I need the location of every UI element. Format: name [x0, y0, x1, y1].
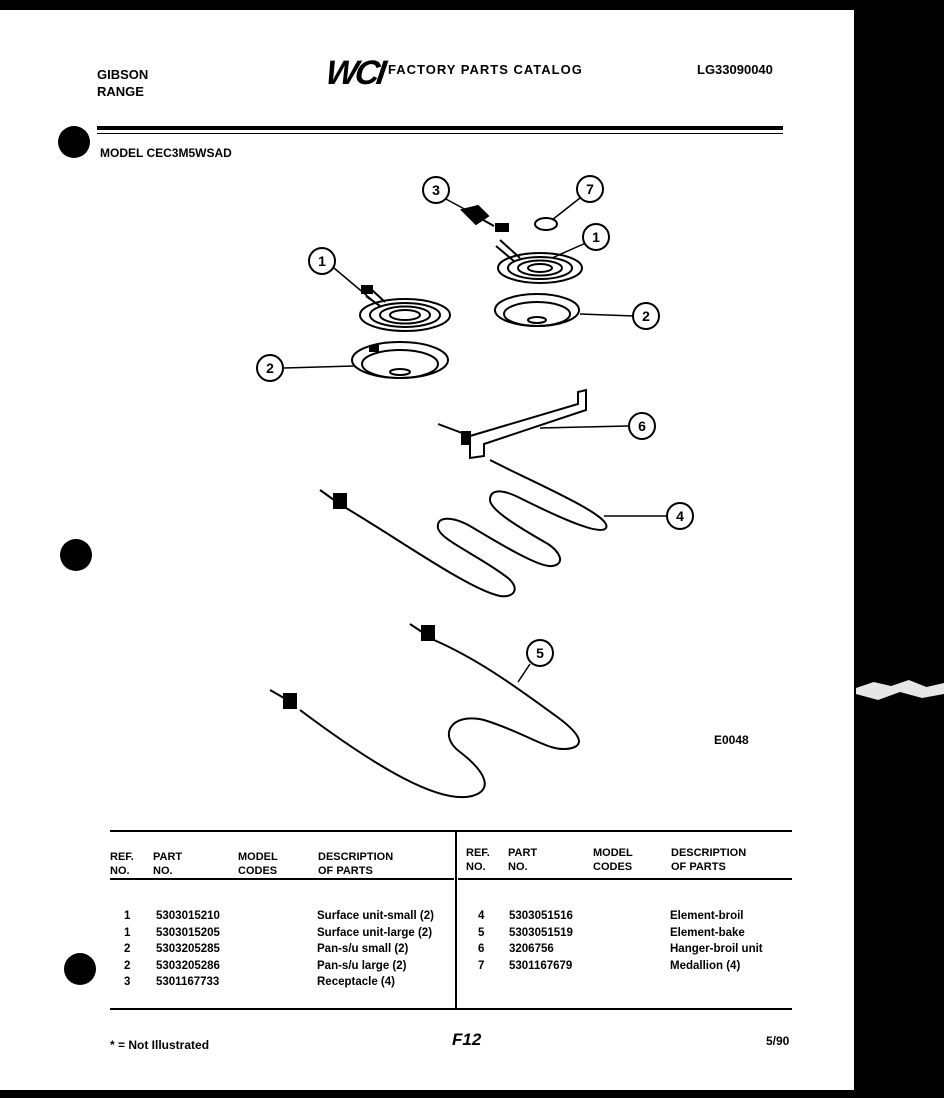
right-desc-column: [670, 908, 763, 974]
part-number: 5303015210: [156, 910, 220, 922]
callout-7: [577, 176, 603, 202]
surface-unit-small-drawing: [360, 286, 450, 331]
surface-unit-large-drawing: [496, 240, 582, 283]
brand-name: GIBSON: [97, 67, 149, 82]
svg-text:4: 4: [676, 508, 684, 524]
catalog-title: FACTORY PARTS CATALOG: [388, 62, 583, 77]
part-number: 5303205286: [156, 959, 220, 972]
table-row: 3: [124, 976, 131, 988]
part-number: 3206756: [509, 943, 554, 955]
part-description: Pan-s/u large (2): [317, 959, 407, 972]
svg-text:2: 2: [266, 360, 274, 376]
col-ref-left: REF. NO.: [110, 851, 134, 877]
callout-3: [423, 177, 449, 203]
callout-1-right: [583, 224, 609, 250]
right-ref-column: [478, 908, 484, 974]
svg-text:2: 2: [642, 308, 650, 324]
part-number: 5303051516: [509, 910, 573, 922]
receptacle-drawing: [462, 206, 508, 231]
svg-text:7: 7: [586, 181, 594, 197]
svg-text:6: 6: [638, 418, 646, 434]
callout-1-left: [309, 248, 335, 274]
left-desc-column: [317, 908, 434, 991]
col-desc-right: DESCRIPTION OF PARTS: [671, 847, 747, 873]
part-description: Surface unit-small (2): [317, 910, 434, 922]
revision-date: 5/90: [766, 1034, 790, 1048]
table-row: 2: [124, 959, 131, 972]
table-row: 1: [124, 926, 131, 939]
leader-lines: [284, 198, 666, 682]
page-number: F12: [452, 1030, 482, 1049]
document-number: LG33090040: [697, 62, 773, 77]
col-part-left: PART NO.: [153, 851, 183, 877]
not-illustrated-note: * = Not Illustrated: [110, 1038, 210, 1052]
callout-2-left: [257, 355, 283, 381]
right-part-column: [509, 908, 573, 974]
table-row: 7: [478, 959, 485, 972]
left-part-column: [156, 908, 220, 991]
part-number: 5303015205: [156, 926, 220, 939]
left-ref-column: [124, 908, 130, 991]
table-row: 2: [124, 943, 131, 955]
svg-text:3: 3: [432, 182, 440, 198]
part-description: Medallion (4): [670, 959, 741, 972]
callout-6: [629, 413, 655, 439]
wci-logo: WCI: [323, 54, 386, 92]
table-row: 4: [478, 910, 485, 922]
table-divider: [455, 832, 457, 1010]
svg-text:1: 1: [592, 229, 600, 245]
table-bottom-rule: [110, 1008, 792, 1010]
table-row: 1: [124, 910, 131, 922]
figure-id: E0048: [714, 733, 749, 747]
drip-pan-left-drawing: [352, 342, 448, 378]
part-number: 5303205285: [156, 943, 220, 955]
col-model-right: MODEL CODES: [593, 847, 633, 873]
table-row: 5: [478, 926, 485, 939]
part-description: Surface unit-large (2): [317, 926, 433, 939]
part-description: Pan-s/u small (2): [317, 943, 409, 955]
table-header-rule-right: [458, 878, 792, 880]
medallion-drawing: [535, 218, 557, 230]
part-description: Element-bake: [670, 926, 745, 939]
product-type: RANGE: [97, 84, 144, 99]
model-number: MODEL CEC3M5WSAD: [100, 146, 232, 160]
callout-4: [667, 503, 693, 529]
svg-text:1: 1: [318, 253, 326, 269]
table-row: 6: [478, 943, 485, 955]
part-description: Element-broil: [670, 910, 744, 922]
part-number: 5303051519: [509, 926, 573, 939]
svg-text:5: 5: [536, 645, 544, 661]
hanger-broil-drawing: [438, 390, 586, 458]
part-number: 5301167733: [156, 976, 220, 988]
part-number: 5301167679: [509, 959, 573, 972]
col-ref-right: REF. NO.: [466, 847, 490, 873]
table-header-rule-left: [110, 878, 454, 880]
drip-pan-right-drawing: [495, 294, 579, 326]
part-description: Receptacle (4): [317, 976, 395, 988]
col-part-right: PART NO.: [508, 847, 538, 873]
part-description: Hanger-broil unit: [670, 943, 763, 955]
callout-2-right: [633, 303, 659, 329]
col-desc-left: DESCRIPTION OF PARTS: [318, 851, 394, 877]
callout-5: [527, 640, 553, 666]
broil-element-drawing: [320, 460, 606, 596]
table-top-rule: [110, 830, 792, 832]
col-model-left: MODEL CODES: [238, 851, 278, 877]
